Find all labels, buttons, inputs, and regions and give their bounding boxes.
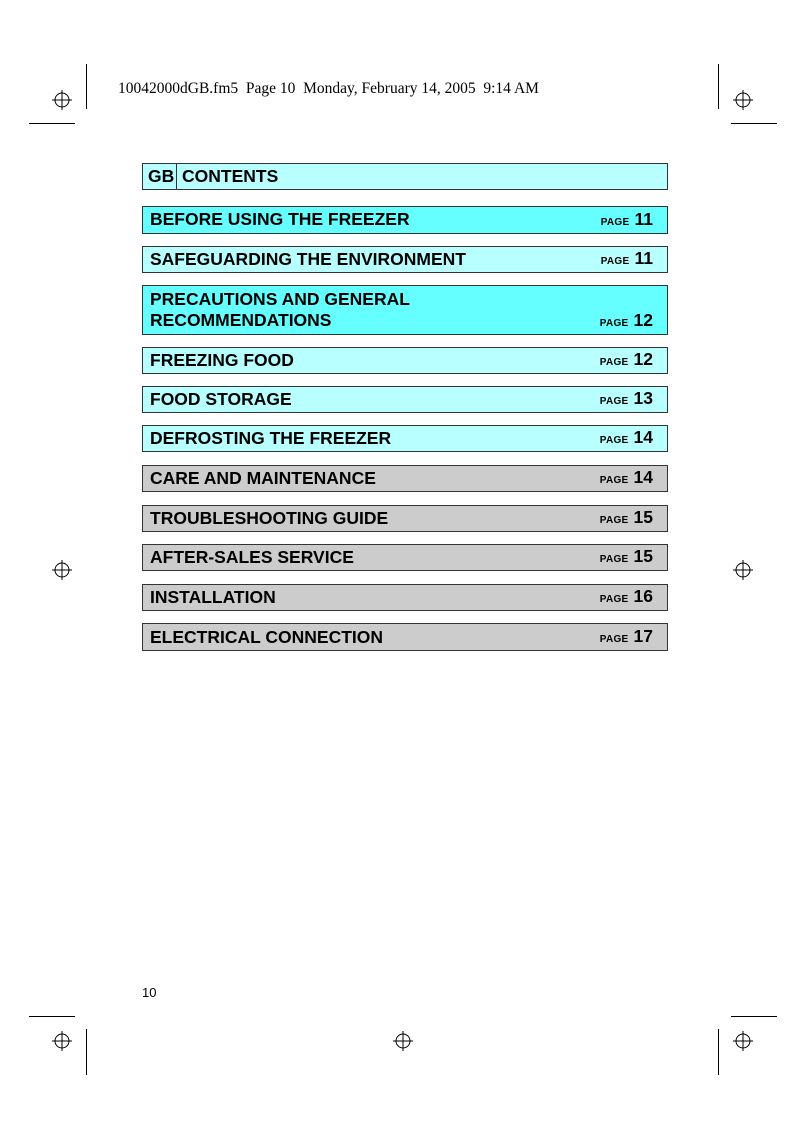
page-word: PAGE bbox=[600, 256, 630, 267]
crop-mark-line bbox=[731, 123, 777, 124]
registration-mark-icon bbox=[52, 90, 72, 110]
crop-mark-line bbox=[29, 1016, 75, 1017]
toc-entry-label: ELECTRICAL CONNECTION bbox=[150, 627, 384, 647]
toc-entry-page-ref bbox=[600, 507, 653, 528]
toc-entry-page-ref bbox=[600, 388, 653, 409]
toc-entry-page-number: 14 bbox=[633, 427, 653, 447]
toc-entry-page-number: 17 bbox=[633, 626, 653, 646]
toc-entry[interactable] bbox=[142, 425, 668, 452]
page-word: PAGE bbox=[599, 594, 629, 605]
toc-entry[interactable] bbox=[142, 347, 668, 374]
toc-entry-page-number: 15 bbox=[633, 546, 653, 566]
registration-mark-icon bbox=[733, 560, 753, 580]
toc-entry[interactable] bbox=[142, 505, 668, 532]
toc-entry-label-line2: RECOMMENDATIONS bbox=[150, 310, 332, 330]
toc-entry[interactable] bbox=[142, 584, 668, 611]
toc-entry-label: AFTER-SALES SERVICE bbox=[150, 547, 354, 567]
toc-entry-page-number: 12 bbox=[633, 349, 653, 369]
toc-entry-label: CARE AND MAINTENANCE bbox=[150, 468, 376, 488]
toc-entry-label: INSTALLATION bbox=[150, 587, 276, 607]
toc-entry-page-number: 12 bbox=[633, 310, 653, 330]
toc-entry-label: TROUBLESHOOTING GUIDE bbox=[150, 508, 389, 528]
page-word: PAGE bbox=[599, 554, 629, 565]
toc-entry-page-number: 13 bbox=[633, 388, 653, 408]
toc-entry[interactable] bbox=[142, 623, 668, 651]
toc-entry-page-number: 11 bbox=[634, 209, 653, 229]
toc-entry-page-ref bbox=[600, 310, 653, 331]
page-number: 10 bbox=[142, 985, 157, 1000]
page-word: PAGE bbox=[599, 318, 629, 329]
crop-mark-line bbox=[86, 64, 87, 109]
page-word: PAGE bbox=[599, 515, 629, 526]
registration-mark-icon bbox=[52, 560, 72, 580]
toc-entry-page-ref bbox=[601, 209, 653, 230]
crop-mark-line bbox=[731, 1016, 777, 1017]
crop-mark-line bbox=[29, 123, 75, 124]
crop-mark-line bbox=[718, 64, 719, 109]
registration-mark-icon bbox=[733, 90, 753, 110]
registration-mark-icon bbox=[52, 1031, 72, 1051]
toc-entry[interactable] bbox=[142, 206, 668, 234]
crop-mark-line bbox=[718, 1029, 719, 1075]
toc-entry-label: SAFEGUARDING THE ENVIRONMENT bbox=[150, 249, 466, 269]
toc-entry-page-ref bbox=[600, 467, 653, 488]
toc-entry[interactable] bbox=[142, 544, 668, 571]
crop-mark-line bbox=[86, 1029, 87, 1075]
toc-entry-page-ref bbox=[600, 427, 653, 448]
registration-mark-icon bbox=[733, 1031, 753, 1051]
toc-entry-label: DEFROSTING THE FREEZER bbox=[150, 428, 392, 448]
toc-entry[interactable] bbox=[142, 285, 668, 335]
toc-entry-page-ref bbox=[601, 248, 653, 269]
registration-mark-icon bbox=[393, 1031, 413, 1051]
toc-entry-label-line1: PRECAUTIONS AND GENERAL bbox=[150, 289, 410, 309]
toc-entry[interactable] bbox=[142, 465, 668, 492]
contents-title-bar bbox=[142, 163, 668, 190]
toc-entry[interactable] bbox=[142, 386, 668, 413]
page-word: PAGE bbox=[600, 217, 630, 228]
page-word: PAGE bbox=[599, 357, 629, 368]
toc-entry-label: FREEZING FOOD bbox=[150, 350, 294, 370]
page-word: PAGE bbox=[599, 396, 629, 407]
language-code: GB bbox=[143, 164, 177, 189]
page-word: PAGE bbox=[599, 634, 629, 645]
toc-entry-page-ref bbox=[600, 349, 653, 370]
toc-entry[interactable] bbox=[142, 246, 668, 273]
toc-entry-page-ref bbox=[600, 586, 653, 607]
page-word: PAGE bbox=[599, 435, 629, 446]
page-word: PAGE bbox=[599, 475, 629, 486]
toc-entry-page-ref bbox=[600, 626, 653, 647]
toc-entry-page-ref bbox=[600, 546, 653, 567]
toc-entry-label: BEFORE USING THE FREEZER bbox=[150, 209, 410, 229]
toc-entry-label: FOOD STORAGE bbox=[150, 389, 292, 409]
toc-entry-page-number: 14 bbox=[633, 467, 653, 487]
print-header: 10042000dGB.fm5 Page 10 Monday, February 14, 2005 9:14 AM bbox=[118, 80, 539, 97]
contents-title: CONTENTS bbox=[182, 166, 279, 186]
toc-entry-page-number: 16 bbox=[633, 586, 653, 606]
toc-entry-page-number: 11 bbox=[634, 248, 653, 268]
toc-entry-page-number: 15 bbox=[633, 507, 653, 527]
